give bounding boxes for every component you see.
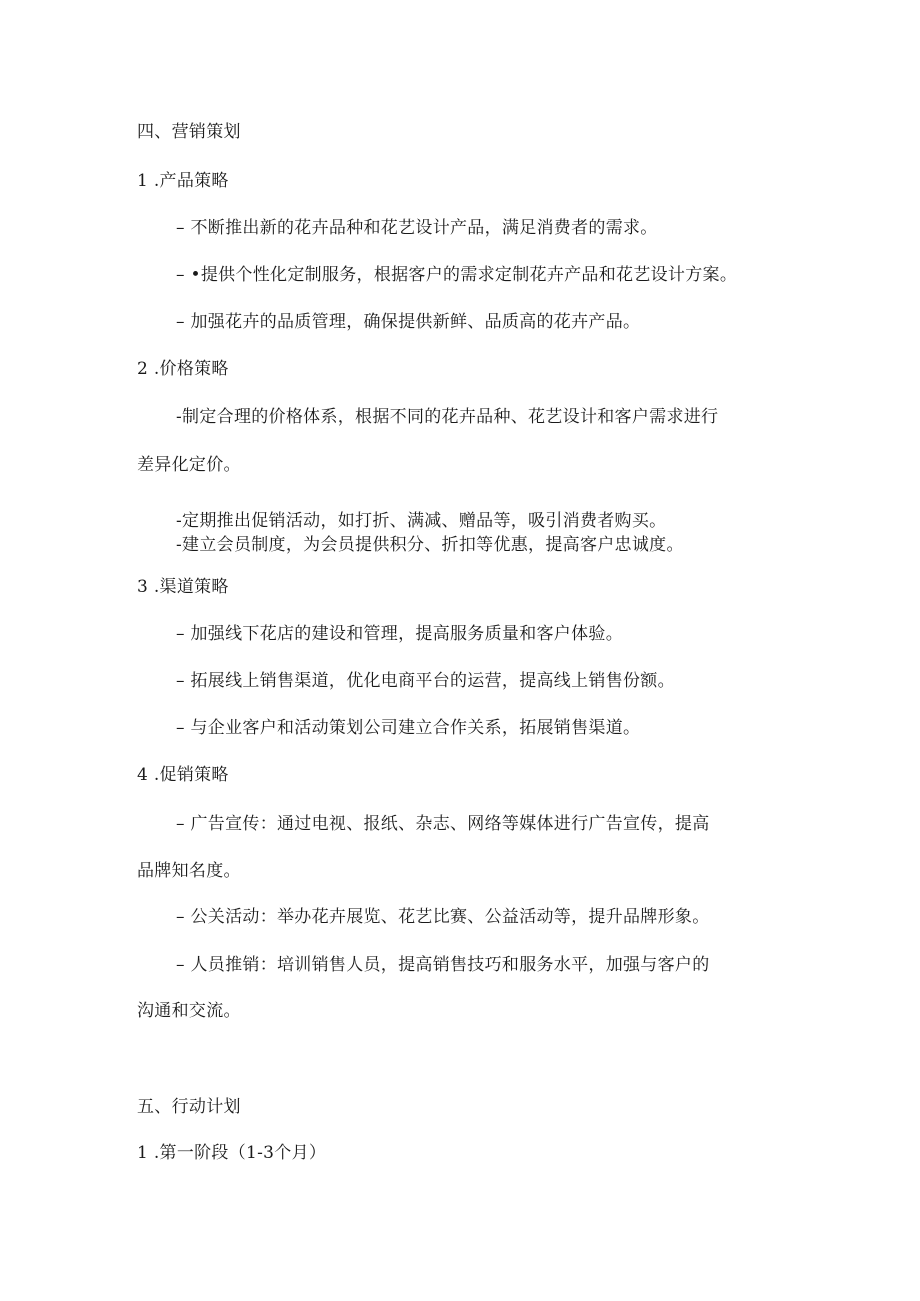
- paragraph-line: 沟通和交流。: [137, 1001, 241, 1021]
- list-item: -建立会员制度，为会员提供积分、折扣等优惠，提高客户忠诚度。: [176, 535, 684, 555]
- list-item: – 不断推出新的花卉品种和花艺设计产品，满足消费者的需求。: [176, 218, 658, 238]
- paragraph-line: 品牌知名度。: [137, 861, 241, 881]
- section-heading-action-plan: 五、行动计划: [137, 1097, 241, 1117]
- list-item: – •提供个性化定制服务，根据客户的需求定制花卉产品和花艺设计方案。: [176, 265, 738, 285]
- subheading-product-strategy: 1 .产品策略: [137, 171, 229, 191]
- section-heading-marketing: 四、营销策划: [137, 122, 241, 142]
- list-item: -定期推出促销活动，如打折、满减、赠品等，吸引消费者购买。: [176, 511, 667, 531]
- subheading-price-strategy: 2 .价格策略: [137, 359, 229, 379]
- paragraph-line: – 人员推销：培训销售人员，提高销售技巧和服务水平，加强与客户的: [176, 955, 710, 975]
- list-item: – 加强花卉的品质管理，确保提供新鲜、品质高的花卉产品。: [176, 312, 641, 332]
- paragraph-line: -制定合理的价格体系，根据不同的花卉品种、花艺设计和客户需求进行: [176, 407, 719, 427]
- subheading-promotion-strategy: 4 .促销策略: [137, 765, 229, 785]
- list-item: – 加强线下花店的建设和管理，提高服务质量和客户体验。: [176, 624, 624, 644]
- subheading-channel-strategy: 3 .渠道策略: [137, 577, 229, 597]
- list-item: – 与企业客户和活动策划公司建立合作关系，拓展销售渠道。: [176, 718, 641, 738]
- subheading-phase-one: 1 .第一阶段（1-3个月）: [137, 1143, 327, 1163]
- paragraph-line: 差异化定价。: [137, 455, 241, 475]
- list-item: – 公关活动：举办花卉展览、花艺比赛、公益活动等，提升品牌形象。: [176, 907, 710, 927]
- paragraph-line: – 广告宣传：通过电视、报纸、杂志、网络等媒体进行广告宣传，提高: [176, 814, 710, 834]
- list-item: – 拓展线上销售渠道，优化电商平台的运营，提高线上销售份额。: [176, 671, 675, 691]
